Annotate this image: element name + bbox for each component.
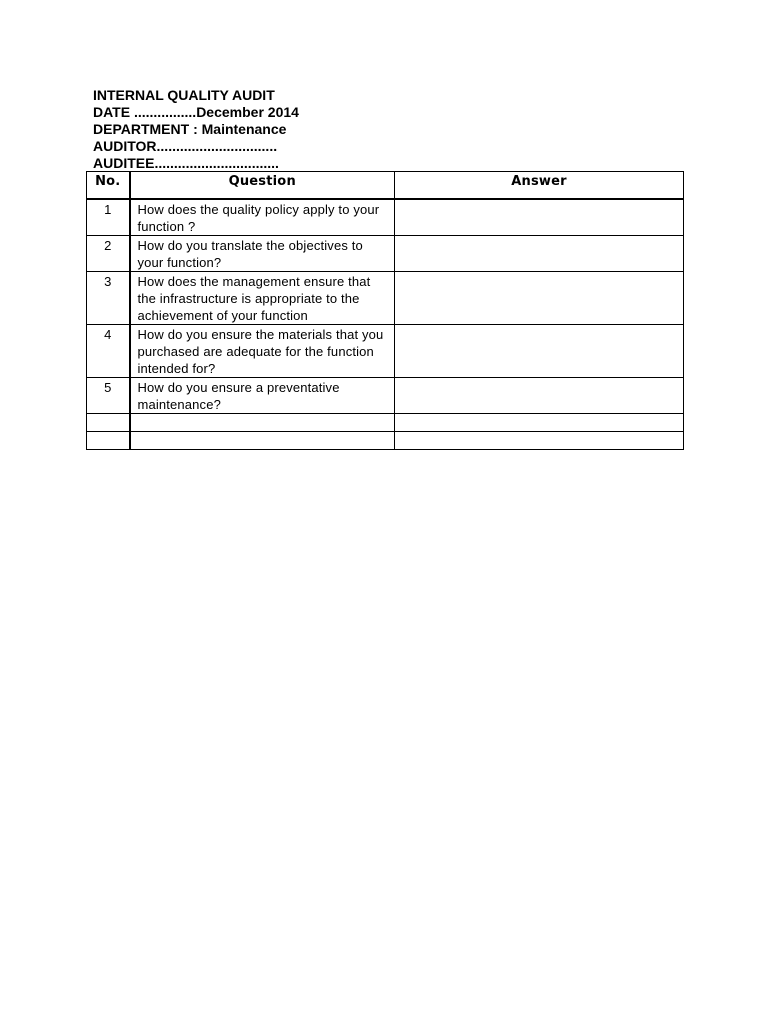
question-cell: How does the management ensure that the infrastructure is appropriate to the achievement of your function <box>130 272 395 325</box>
column-header-question: Question <box>130 172 395 200</box>
row-number <box>87 414 130 432</box>
answer-cell[interactable] <box>395 414 684 432</box>
question-cell: How does the quality policy apply to your function ? <box>130 199 395 236</box>
answer-cell[interactable] <box>395 272 684 325</box>
table-row <box>87 236 684 272</box>
table-row <box>87 414 684 432</box>
auditor-line: AUDITOR............................... <box>93 138 278 154</box>
table-row <box>87 199 684 236</box>
row-number: 5 <box>87 378 130 414</box>
audit-question-table <box>86 171 684 450</box>
column-header-no: No. <box>87 172 130 200</box>
audit-header <box>93 87 299 172</box>
row-number <box>87 432 130 450</box>
table-row <box>87 325 684 378</box>
table-row <box>87 378 684 414</box>
auditee-line: AUDITEE................................ <box>93 155 279 171</box>
department-line: DEPARTMENT : Maintenance <box>93 121 287 137</box>
row-number: 4 <box>87 325 130 378</box>
answer-cell[interactable] <box>395 432 684 450</box>
question-cell <box>130 432 395 450</box>
table-row <box>87 432 684 450</box>
row-number: 1 <box>87 199 130 236</box>
table-header-row <box>87 172 684 200</box>
table-row <box>87 272 684 325</box>
column-header-answer: Answer <box>395 172 684 200</box>
answer-cell[interactable] <box>395 378 684 414</box>
answer-cell[interactable] <box>395 325 684 378</box>
answer-cell[interactable] <box>395 199 684 236</box>
row-number: 3 <box>87 272 130 325</box>
document-title: INTERNAL QUALITY AUDIT <box>93 87 275 103</box>
row-number: 2 <box>87 236 130 272</box>
question-cell: How do you ensure the materials that you purchased are adequate for the function intended for? <box>130 325 395 378</box>
question-cell: How do you ensure a preventative maintenance? <box>130 378 395 414</box>
question-cell: How do you translate the objectives to your function? <box>130 236 395 272</box>
date-line: DATE ................December 2014 <box>93 104 299 120</box>
question-cell <box>130 414 395 432</box>
answer-cell[interactable] <box>395 236 684 272</box>
